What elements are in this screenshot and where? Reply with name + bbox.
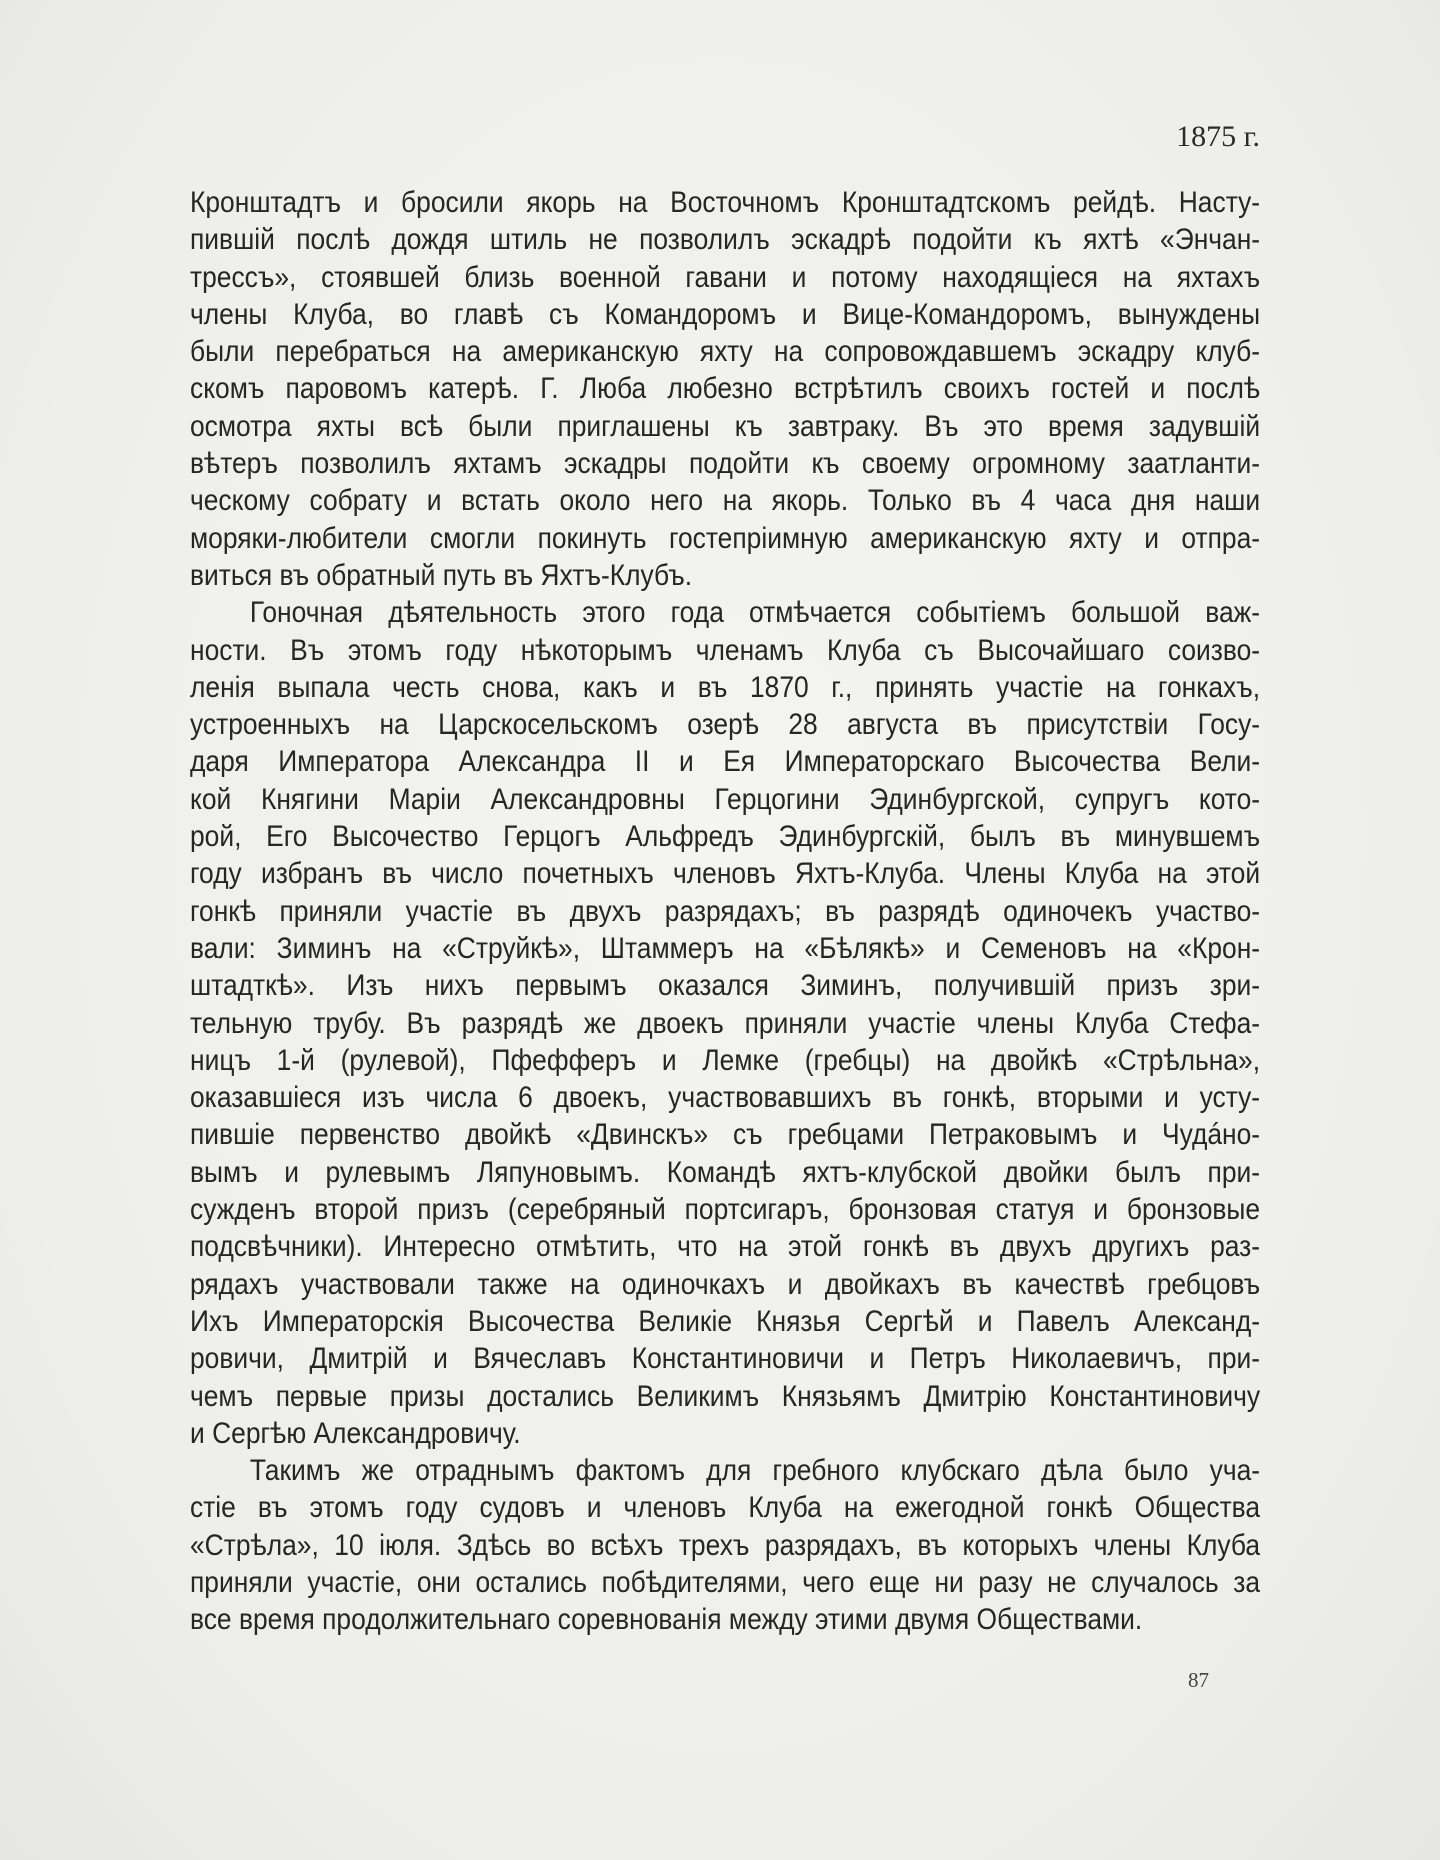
text-line: Такимъ же отраднымъ фактомъ для гребного клубскаго дѣла было уча- — [249, 1454, 1261, 1488]
page-number: 87 — [1188, 1668, 1209, 1692]
text-line: пившіе первенство двойкѣ «Двинскъ» съ гребцами Петраковымъ и Чудáно- — [190, 1118, 1261, 1152]
text-line: скомъ паровомъ катерѣ. Г. Люба любезно встрѣтилъ своихъ гостей и послѣ — [190, 372, 1261, 406]
text-line: штадткѣ». Изъ нихъ первымъ оказался Зиминъ, получившій призъ зри- — [190, 969, 1261, 1003]
text-line: вымъ и рулевымъ Ляпуновымъ. Командѣ яхтъ-клубской двойки былъ при- — [190, 1155, 1261, 1189]
text-line: ровичи, Дмитрій и Вячеславъ Константиновичи и Петръ Николаевичъ, при- — [190, 1342, 1261, 1376]
paragraph — [190, 184, 1260, 594]
text-line: рой, Его Высочество Герцогъ Альфредъ Эдинбургскій, былъ въ минувшемъ — [190, 820, 1261, 854]
text-line: рядахъ участвовали также на одиночкахъ и двойкахъ въ качествѣ гребцовъ — [190, 1267, 1261, 1301]
running-header-year: 1875 г. — [1176, 120, 1260, 153]
text-line: Ихъ Императорскія Высочества Великіе Князья Сергѣй и Павелъ Александ- — [190, 1304, 1261, 1338]
text-line: ницъ 1-й (рулевой), Пфефферъ и Лемке (гребцы) на двойкѣ «Стрѣльна», — [190, 1043, 1261, 1077]
text-line: ности. Въ этомъ году нѣкоторымъ членамъ Клуба съ Высочайшаго соизво- — [190, 633, 1261, 667]
text-line: кой Княгини Маріи Александровны Герцогини Эдинбургской, супругъ кото- — [190, 782, 1261, 816]
text-line: ческому собрату и встать около него на якорь. Только въ 4 часа дня наши — [190, 484, 1261, 518]
text-line: осмотра яхты всѣ были приглашены къ завтраку. Въ это время задувшій — [190, 409, 1261, 443]
text-line: сужденъ второй призъ (серебряный портсигаръ, бронзовая статуя и бронзовые — [190, 1193, 1261, 1227]
text-line: трессъ», стоявшей близь военной гавани и потому находящіеся на яхтахъ — [190, 260, 1261, 294]
text-line: тельную трубу. Въ разрядѣ же двоекъ приняли участіе члены Клуба Стефа- — [190, 1006, 1261, 1040]
text-line: пившій послѣ дождя штиль не позволилъ эскадрѣ подойти къ яхтѣ «Энчан- — [190, 223, 1261, 257]
text-line: ленія выпала честь снова, какъ и въ 1870 г., принять участіе на гонкахъ, — [190, 670, 1261, 704]
text-line: даря Императора Александра II и Ея Императорскаго Высочества Вели- — [190, 745, 1261, 779]
text-line: все время продолжительнаго соревнованія между этими двумя Обществами. — [190, 1603, 1143, 1637]
text-line: и Сергѣю Александровичу. — [190, 1416, 521, 1450]
text-line: Гоночная дѣятельность этого года отмѣчается событіемъ большой важ- — [249, 596, 1261, 630]
text-line: виться въ обратный путь въ Яхтъ-Клубъ. — [190, 558, 693, 592]
text-line: году избранъ въ число почетныхъ членовъ Яхтъ-Клуба. Члены Клуба на этой — [190, 857, 1261, 891]
body-text — [190, 184, 1260, 1639]
text-line: «Стрѣла», 10 іюля. Здѣсь во всѣхъ трехъ разрядахъ, въ которыхъ члены Клуба — [190, 1528, 1261, 1562]
text-line: вали: Зиминъ на «Струйкѣ», Штаммеръ на «Бѣлякѣ» и Семеновъ на «Крон- — [190, 931, 1261, 965]
text-line: подсвѣчники). Интересно отмѣтить, что на этой гонкѣ въ двухъ другихъ раз- — [190, 1230, 1261, 1264]
text-line: стіе въ этомъ году судовъ и членовъ Клуба на ежегодной гонкѣ Общества — [190, 1491, 1261, 1525]
text-line: моряки-любители смогли покинуть гостепріимную американскую яхту и отпра- — [190, 521, 1261, 555]
text-line: гонкѣ приняли участіе въ двухъ разрядахъ; въ разрядѣ одиночекъ участво- — [190, 894, 1261, 928]
text-line: оказавшіеся изъ числа 6 двоекъ, участвовавшихъ въ гонкѣ, вторыми и усту- — [190, 1081, 1261, 1115]
text-line: чемъ первые призы достались Великимъ Князьямъ Дмитрію Константиновичу — [190, 1379, 1261, 1413]
text-line: были перебраться на американскую яхту на сопровождавшемъ эскадру клуб- — [190, 335, 1261, 369]
paragraph — [190, 1452, 1260, 1638]
text-line: вѣтеръ позволилъ яхтамъ эскадры подойти къ своему огромному заатланти- — [190, 447, 1261, 481]
text-line: приняли участіе, они остались побѣдителями, чего еще ни разу не случалось за — [190, 1565, 1261, 1599]
text-line: устроенныхъ на Царскосельскомъ озерѣ 28 августа въ присутствіи Госу- — [190, 708, 1261, 742]
paragraph — [190, 594, 1260, 1452]
text-line: члены Клуба, во главѣ съ Командоромъ и Вице-Командоромъ, вынуждены — [190, 297, 1261, 331]
text-line: Кронштадтъ и бросили якорь на Восточномъ Кронштадтскомъ рейдѣ. Насту- — [190, 186, 1261, 219]
